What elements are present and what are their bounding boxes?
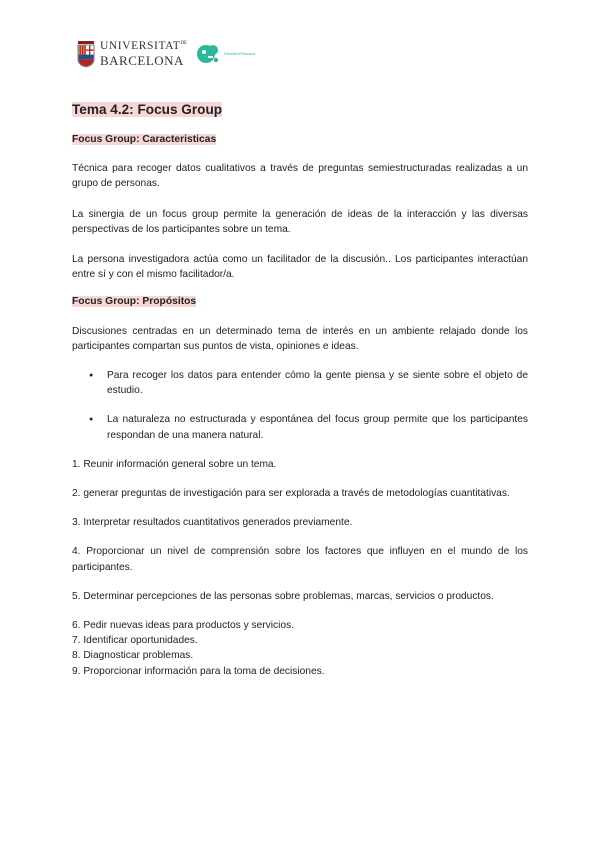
list-item: ● Para recoger los datos para entender cómo la gente piensa y se siente sobre el objeto de estudio.: [107, 368, 528, 398]
numbered-item: 9. Proporcionar información para la toma de decisiones.: [72, 665, 325, 677]
numbered-item: 1. Reunir información general sobre un tema.: [72, 458, 277, 470]
numbered-item: 7. Identificar oportunidades.: [72, 635, 198, 647]
bullet-list: [72, 368, 528, 443]
numbered-item: 8. Diagnosticar problemas.: [72, 650, 194, 662]
list-item: ● La naturaleza no estructurada y espontánea del focus group permite que los participantes respondan de una manera natural.: [107, 412, 528, 442]
numbered-item: 2. generar preguntas de investigación para ser explorada a través de metodologías cuantitativas.: [72, 488, 510, 500]
faculty-name: Facultat d'Educació: [224, 51, 256, 56]
paragraph: Discusiones centradas en un determinado tema de interés en un ambiente relajado donde los participantes compartan sus puntos de vista, opiniones e ideas.: [72, 325, 528, 352]
page-title: Tema 4.2: Focus Group: [72, 102, 223, 117]
faculty-logo: [195, 41, 280, 67]
numbered-item: 6. Pedir nuevas ideas para productos y servicios.: [72, 620, 294, 632]
numbered-item: 3. Interpretar resultados cuantitativos generados previamente.: [72, 517, 353, 529]
university-shield-icon: [76, 40, 96, 68]
paragraph: La persona investigadora actúa como un facilitador de la discusión.. Los participantes interactúan entre sí y con el mismo facilitador/a.: [72, 254, 528, 281]
section-heading-propositos: Focus Group: Propósitos: [72, 296, 197, 308]
paragraph: Técnica para recoger datos cualitativos a través de preguntas semiestructuradas realizadas a un grupo de personas.: [72, 163, 528, 190]
paragraph: La sinergia de un focus group permite la generación de ideas de la interacción y las diversas perspectivas de los participantes sobre un tema.: [72, 208, 528, 235]
document-body: [72, 100, 528, 679]
numbered-item: 4. Proporcionar un nivel de comprensión sobre los factores que influyen en el mundo de los participantes.: [72, 546, 528, 573]
university-name: $UNIVERSITAT^{DE}$ BARCELONA: [100, 40, 188, 68]
section-heading-caracteristicas: Focus Group: Caracteristicas: [72, 134, 217, 145]
faculty-emblem-icon: [195, 41, 221, 67]
university-logo: [76, 40, 187, 68]
numbered-item: 5. Determinar percepciones de las personas sobre problemas, marcas, servicios o productos.: [72, 590, 494, 602]
page-header: [76, 38, 280, 70]
